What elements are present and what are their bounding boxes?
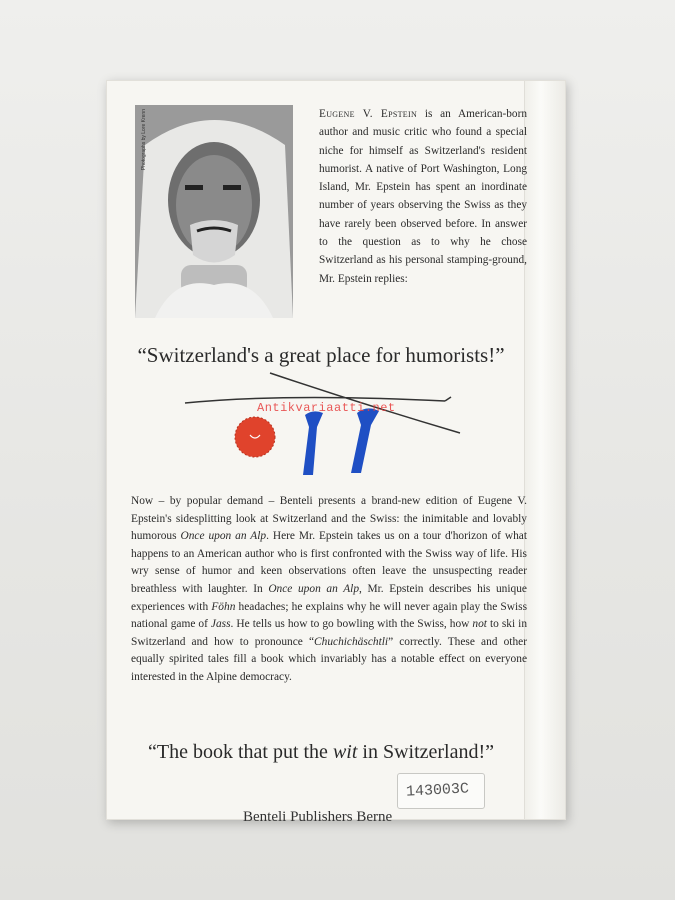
blurb-text: . He tells us how to go bowling with the Swiss, how	[230, 618, 473, 631]
emphasis-text: not	[472, 618, 487, 631]
emphasis-text: Jass	[210, 618, 231, 631]
quote-humorists: “Switzerland's a great place for humorists!”	[137, 343, 505, 367]
publisher-name: Benteli Publishers Berne	[243, 809, 393, 825]
blurb-text: to ski in Switzerland and how to pronounce “	[131, 618, 528, 648]
book-blurb	[131, 493, 527, 687]
quote-emphasis: wit	[332, 741, 358, 763]
blurb-text: , Mr. Epstein describes his unique experiences with	[131, 582, 527, 613]
author-bio	[319, 105, 527, 288]
book-back-cover	[106, 80, 566, 825]
quote-text: “The book that put the	[147, 741, 333, 763]
quote-text: in Switzerland!”	[357, 741, 495, 763]
photo-credit: Photographs by Lore Krenn	[141, 109, 147, 171]
skier-sun-illustration	[175, 365, 475, 485]
blurb-text: headaches; he explains why he will never again play the Swiss national game of	[131, 600, 528, 631]
author-name: Eugene V. Epstein	[319, 108, 418, 120]
price-sticker-code: 143003C	[405, 780, 470, 801]
blurb-text: Now – by popular demand – Benteli presents a brand-new edition of Eugene V. Epstein's sidesplitting look at Switzerland and the Swiss: the inimitable and lovably humorous	[131, 495, 527, 543]
book-title: Once upon an Alp	[268, 582, 360, 595]
book-title: Once upon an Alp	[180, 530, 267, 543]
blurb-text: ” correctly. These and other equally spirited tales fill a book which invariably has a notable effect on everyone interested in the Alpine democracy.	[131, 635, 527, 683]
emphasis-text: Föhn	[211, 600, 236, 613]
watermark: Antikvariaatti.net	[257, 401, 396, 415]
author-bio-text: is an American-born author and music critic who found a special niche for himself as Switzerland's resident humorist. A native of Port Washington, Long Island, Mr. Epstein has spent an inordinate number of years observing the Swiss as they have rarely been observed before. In answer to the question as to why he chose Switzerland as his personal stamping-ground, Mr. Epstein replies:	[319, 108, 527, 285]
book-spine-edge	[524, 81, 565, 819]
blurb-text: . Here Mr. Epstein takes us on a tour d'horizon of what happens to an American author who is first confronted with the Swiss way of life. His wry sense of humor and keen observations often leave the unsuspecting reader breathless with laughter. In	[131, 530, 527, 595]
quote-wit	[121, 741, 521, 764]
author-photo	[135, 105, 293, 318]
author-portrait-illustration	[135, 105, 293, 318]
price-sticker	[397, 773, 485, 809]
emphasis-text: Chuchichäschtli	[314, 635, 389, 648]
